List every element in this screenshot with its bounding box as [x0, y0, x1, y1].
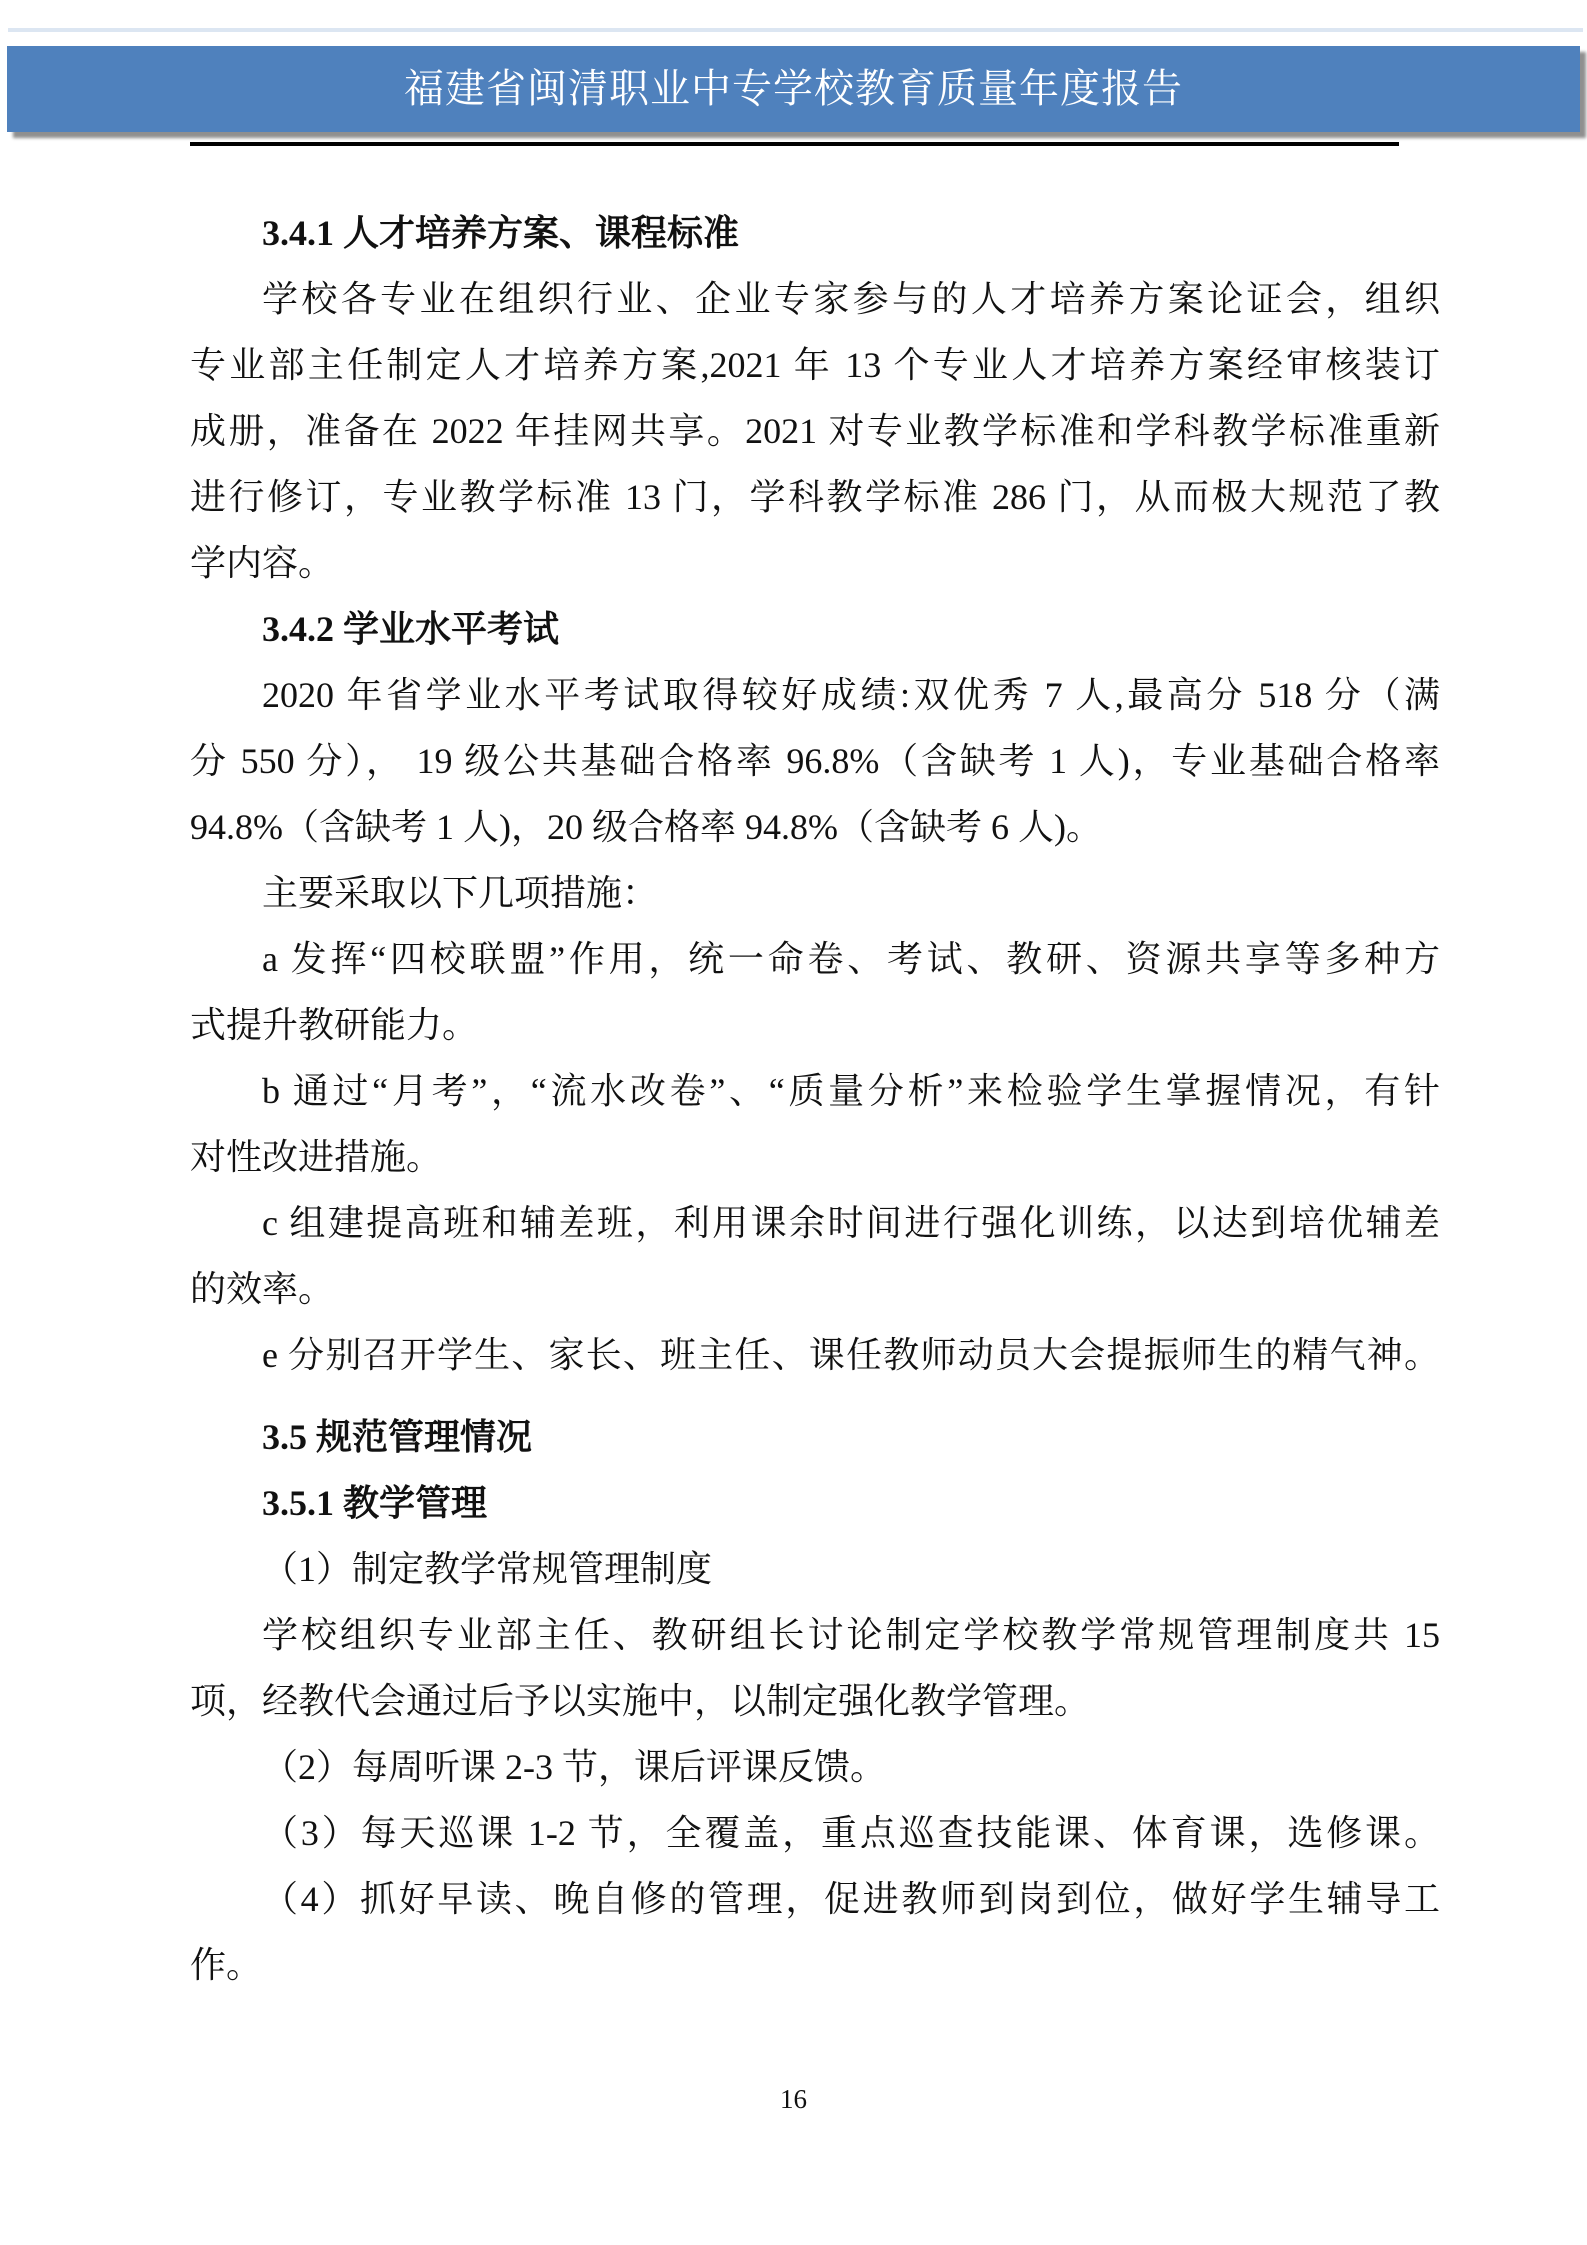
report-title: 福建省闽清职业中专学校教育质量年度报告 — [404, 66, 1183, 111]
text-line: 式提升教研能力。 — [190, 1005, 479, 1045]
section-heading: 3.4.2 学业水平考试 — [262, 609, 560, 649]
text-line: 学校组织专业部主任、教研组长讨论制定学校教学常规管理制度共 15 — [262, 1615, 1440, 1655]
text-line: 学校各专业在组织行业、企业专家参与的人才培养方案论证会，组织 — [262, 279, 1440, 319]
text-line: （2）每周听课 2-3 节，课后评课反馈。 — [262, 1747, 886, 1787]
text-line: （3）每天巡课 1-2 节，全覆盖，重点巡查技能课、体育课，选修课。 — [262, 1813, 1440, 1853]
text-line: b 通过“月考”，“流水改卷”、“质量分析”来检验学生掌握情况，有针 — [262, 1071, 1440, 1111]
text-line: 项，经教代会通过后予以实施中，以制定强化教学管理。 — [190, 1681, 1091, 1721]
text-line: 的效率。 — [190, 1269, 335, 1309]
text-line: （1）制定教学常规管理制度 — [262, 1549, 713, 1589]
text-line: 主要采取以下几项措施： — [262, 873, 659, 913]
header-rule — [190, 142, 1399, 146]
text-line: 成册，准备在 2022 年挂网共享。2021 对专业教学标准和学科教学标准重新 — [190, 411, 1440, 451]
text-line: 进行修订，专业教学标准 13 门，学科教学标准 286 门，从而极大规范了教 — [190, 477, 1440, 517]
text-line: 对性改进措施。 — [190, 1137, 443, 1177]
header-banner — [7, 46, 1580, 132]
text-line: a 发挥“四校联盟”作用，统一命卷、考试、教研、资源共享等多种方 — [262, 939, 1440, 979]
text-line: 学内容。 — [190, 543, 335, 583]
text-line: c 组建提高班和辅差班，利用课余时间进行强化训练，以达到培优辅差 — [262, 1203, 1440, 1243]
page-number: 16 — [780, 2084, 807, 2114]
section-heading: 3.5 规范管理情况 — [262, 1417, 533, 1457]
text-line: 2020 年省学业水平考试取得较好成绩:双优秀 7 人,最高分 518 分（满 — [262, 675, 1440, 715]
text-line: 分 550 分）， 19 级公共基础合格率 96.8%（含缺考 1 人)，专业基础合格率 — [190, 741, 1440, 781]
section-heading: 3.5.1 教学管理 — [262, 1483, 488, 1523]
document-body — [190, 200, 1440, 1998]
section-heading: 3.4.1 人才培养方案、课程标准 — [262, 213, 740, 253]
header-accent-line — [8, 28, 1583, 32]
text-line: （4）抓好早读、晚自修的管理，促进教师到岗到位，做好学生辅导工 — [262, 1879, 1440, 1919]
text-line: e 分别召开学生、家长、班主任、课任教师动员大会提振师生的精气神。 — [262, 1335, 1440, 1375]
text-line: 94.8%（含缺考 1 人)，20 级合格率 94.8%（含缺考 6 人)。 — [190, 807, 1102, 847]
text-line: 专业部主任制定人才培养方案,2021 年 13 个专业人才培养方案经审核装订 — [190, 345, 1440, 385]
text-line: 作。 — [190, 1945, 263, 1985]
